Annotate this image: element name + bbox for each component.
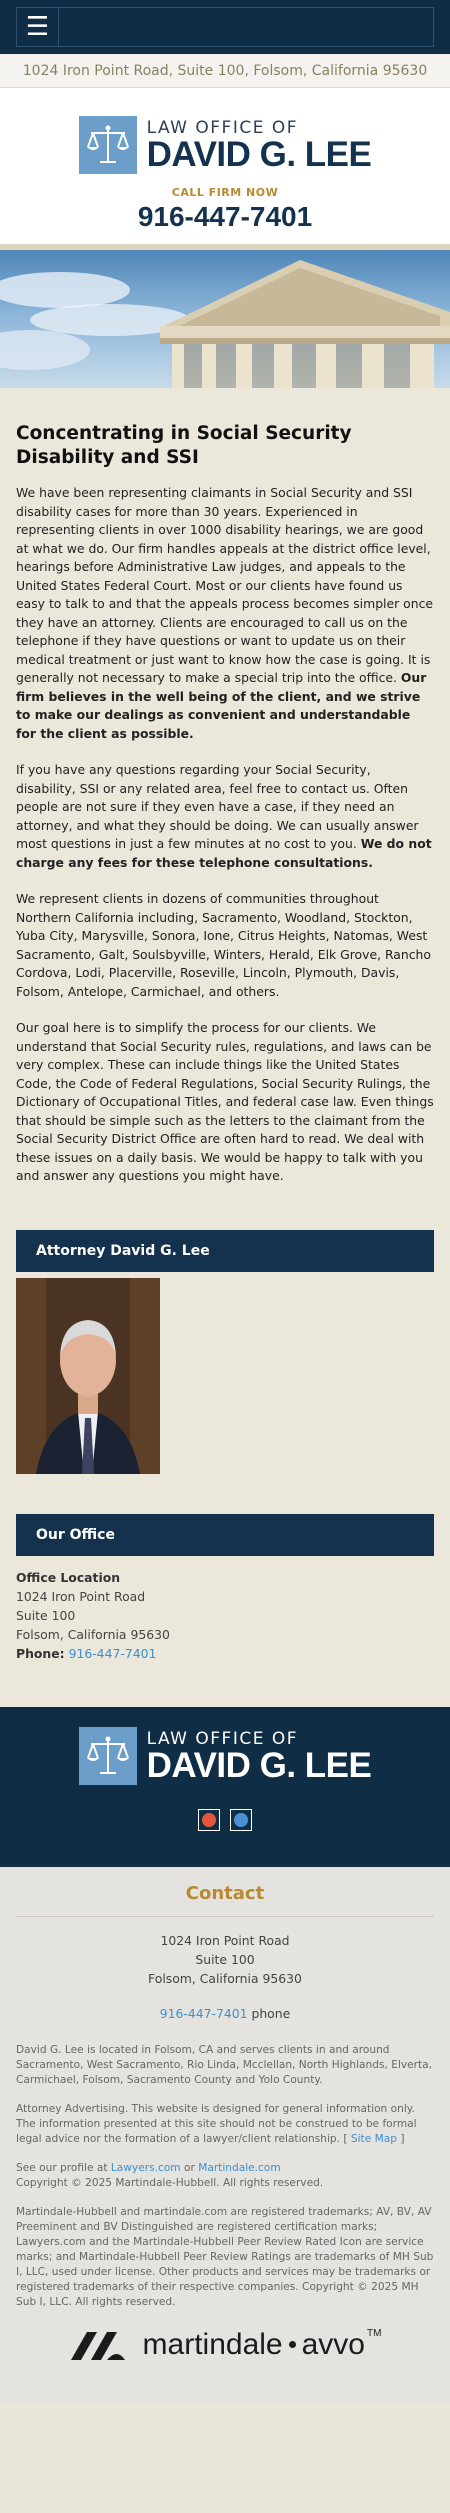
contact-title: Contact [16, 1883, 434, 1917]
martindale-com-link[interactable]: Martindale.com [198, 2161, 281, 2174]
consultation-paragraph: If you have any questions regarding your Social Security, disability, SSI or any related area, feel free to contact us. Often people are not sure if they even have a case, if they need an attorney, and what they should be doing. We can usually answer most questions in just a few minutes at no cost to you. We do not charge any fees for these telephone consultations. [16, 762, 432, 870]
main-content [0, 388, 450, 1707]
contact-footer [0, 1867, 450, 2402]
intro-paragraph: We have been representing claimants in Social Security and SSI disability cases for more than 30 years. Experienced in representing clients in over 1000 disability hearings, we are good at what we do. Our firm handles appeals at the district office level, hearings before Administrative Law judges, and appeals to the United States Federal Court. Most or our clients have found us easy to talk to and that the appeals process becomes simpler once they have an attorney. Clients are encouraged to call us on the telephone if they have questions or want to update us on their medical treatment or just want to know how the case is going. It is generally not necessary to make a special trip into the office. Our firm believes in the well being of the client, and we strive to make our dealings as convenient and understandable for the client as possible. [16, 485, 434, 741]
trademark-notice: Martindale-Hubbell and martindale.com are registered trademarks; AV, BV, AV Preeminent and BV Distinguished are registered certification marks; Lawyers.com and the Martindale-Hubbell Peer Review Rated Icon are service marks; and Martindale-Hubbell Peer Review Ratings are trademarks of MH Sub I, LLC, used under license. Other products and services may be trademarks or registered trademarks of their respective companies. Copyright © 2025 MH Sub I, LLC. All rights reserved. [16, 2205, 434, 2308]
logo-line2: DAVID G. LEE [146, 135, 372, 174]
avvo-badge-icon[interactable] [198, 1809, 220, 1831]
hamburger-menu-icon[interactable]: ☰ [17, 8, 59, 46]
phone-suffix: phone [251, 2005, 291, 2021]
footer-logo-line2: DAVID G. LEE [146, 1745, 372, 1785]
contact-phone-link[interactable]: 916-447-7401 [159, 2005, 248, 2021]
firm-logo[interactable] [79, 116, 372, 174]
communities-paragraph: We represent clients in dozens of communities throughout Northern California including, Sacramento, Woodland, Stockton, Yuba City, Marysville, Sonora, Ione, Citrus Heights, Natomas, West Sacramento, Galt, Soulsbyville, Winters, Herald, Elk Grove, Rancho Cordova, Lodi, Placerville, Roseville, Lincoln, Plymouth, Davis, Folsom, Antelope, Carmichael, and others. [16, 891, 431, 999]
contact-address-line3: Folsom, California 95630 [148, 1970, 302, 1986]
top-nav-bar [0, 0, 450, 54]
header-phone-link[interactable]: 916-447-7401 [137, 201, 313, 232]
footer-badges [193, 1809, 257, 1831]
office-info [16, 1556, 434, 1663]
call-firm-label: CALL FIRM NOW [171, 186, 279, 199]
office-address-line1: 1024 Iron Point Road [16, 1588, 146, 1604]
service-area-text: David G. Lee is located in Folsom, CA and serves clients in and around Sacramento, West Sacramento, Rio Linda, Mcclellan, North Highlands, Elverta, Carmichael, Folsom, Sacramento County and Yolo County. [16, 2043, 433, 2086]
footer-logo-band [0, 1707, 450, 1867]
contact-address [16, 1931, 434, 1988]
phone-label: Phone: [16, 1645, 65, 1661]
attorney-photo [16, 1278, 160, 1474]
martindale-avvo-logo[interactable] [16, 2328, 434, 2362]
footer-scales-icon [79, 1727, 137, 1785]
goal-paragraph: Our goal here is to simplify the process for our clients. We understand that Social Security rules, regulations, and laws can be very complex. These can include things like the United States Code, the Code of Federal Regulations, Social Security Rulings, the Dictionary of Occupational Titles, and federal case law. Even things that should be simple such as the letters to the claimant from the Social Security District Office are often hard to read. We deal with these issues on a daily basis. We would be happy to talk with you and answer any questions you might have. [16, 1020, 434, 1183]
site-header [0, 88, 450, 250]
header-address: 1024 Iron Point Road, Suite 100, Folsom, California 95630 [0, 54, 450, 88]
contact-address-line2: Suite 100 [195, 1951, 255, 1967]
lawyers-com-badge-icon[interactable] [230, 1809, 252, 1831]
contact-phone [16, 2006, 434, 2021]
advertising-disclaimer: Attorney Advertising. This website is designed for general information only. The information presented at this site should not be construed to be formal legal advice nor the formation of a lawyer/client relationship. [ Site Map ] [16, 2102, 417, 2145]
footer-logo-line1: LAW OFFICE OF [146, 1728, 299, 1749]
office-phone-link[interactable]: 916-447-7401 [68, 1645, 157, 1661]
logo-line1: LAW OFFICE OF [146, 118, 299, 138]
martindale-avvo-mark-icon [69, 2328, 135, 2362]
scales-of-justice-icon [79, 116, 137, 174]
top-nav-inner [16, 7, 434, 47]
lawyers-com-link[interactable]: Lawyers.com [110, 2161, 181, 2174]
office-location-label: Office Location [16, 1569, 121, 1585]
office-address-line3: Folsom, California 95630 [16, 1626, 170, 1642]
copyright-line: Copyright © 2025 Martindale-Hubbell. All rights reserved. [16, 2176, 324, 2189]
page-title: Concentrating in Social Security Disability and SSI [16, 423, 352, 468]
footer-firm-logo[interactable] [79, 1727, 372, 1785]
office-address-line2: Suite 100 [16, 1607, 76, 1623]
attorney-section-title: Attorney David G. Lee [16, 1230, 434, 1272]
profile-links: See our profile at Lawyers.com or Martindale.com Copyright © 2025 Martindale-Hubbell. All rights reserved. [16, 2161, 324, 2189]
martindale-avvo-wordmark: martindale avvo ™ [142, 2327, 382, 2361]
hero-courthouse-image [0, 250, 450, 388]
office-section-title: Our Office [16, 1514, 434, 1556]
contact-address-line1: 1024 Iron Point Road [160, 1932, 290, 1948]
site-map-link[interactable]: Site Map [350, 2132, 397, 2145]
